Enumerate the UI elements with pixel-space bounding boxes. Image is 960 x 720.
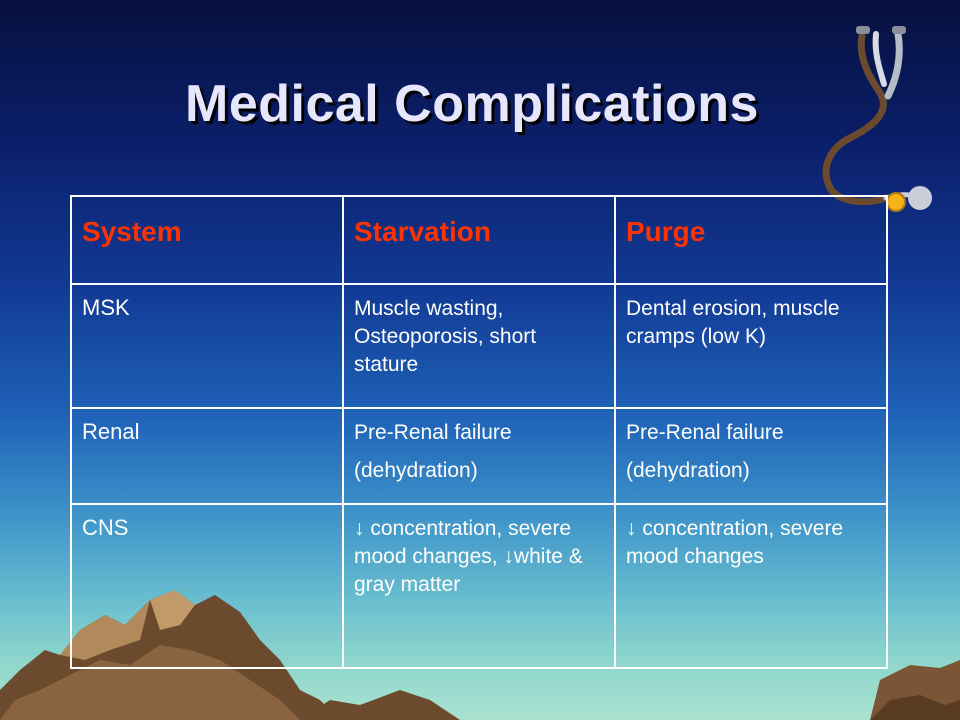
cell-starvation — [343, 284, 615, 408]
cell-purge — [615, 408, 887, 504]
header-system: System — [82, 216, 182, 247]
starvation-text-msk: Muscle wasting, Osteoporosis, short stature — [354, 297, 537, 376]
starvation-text-cns: ↓ concentration, severe mood changes, ↓white & gray matter — [354, 517, 583, 596]
system-label-renal: Renal — [82, 419, 140, 444]
cell-purge — [615, 504, 887, 668]
header-purge: Purge — [626, 216, 706, 247]
header-cell-purge — [615, 196, 887, 284]
purge-text-renal-2: (dehydration) — [626, 459, 750, 482]
table-header-row — [71, 196, 887, 284]
system-label-msk: MSK — [82, 295, 130, 320]
purge-text-cns: ↓ concentration, severe mood changes — [626, 517, 844, 568]
table-row-cns — [71, 504, 887, 668]
purge-text-renal-1: Pre-Renal failure — [626, 421, 784, 444]
cell-system — [71, 504, 343, 668]
starvation-text-renal-1: Pre-Renal failure — [354, 421, 512, 444]
header-cell-system — [71, 196, 343, 284]
header-starvation: Starvation — [354, 216, 491, 247]
cell-starvation — [343, 408, 615, 504]
complications-table — [70, 195, 888, 669]
table-row-msk — [71, 284, 887, 408]
cell-purge — [615, 284, 887, 408]
slide-title: Medical Complications — [185, 75, 759, 133]
system-label-cns: CNS — [82, 515, 129, 540]
header-cell-starvation — [343, 196, 615, 284]
cell-system — [71, 408, 343, 504]
cell-system — [71, 284, 343, 408]
table-row-renal — [71, 408, 887, 504]
starvation-text-renal-2: (dehydration) — [354, 459, 478, 482]
purge-text-msk: Dental erosion, muscle cramps (low K) — [626, 297, 840, 348]
cell-starvation — [343, 504, 615, 668]
